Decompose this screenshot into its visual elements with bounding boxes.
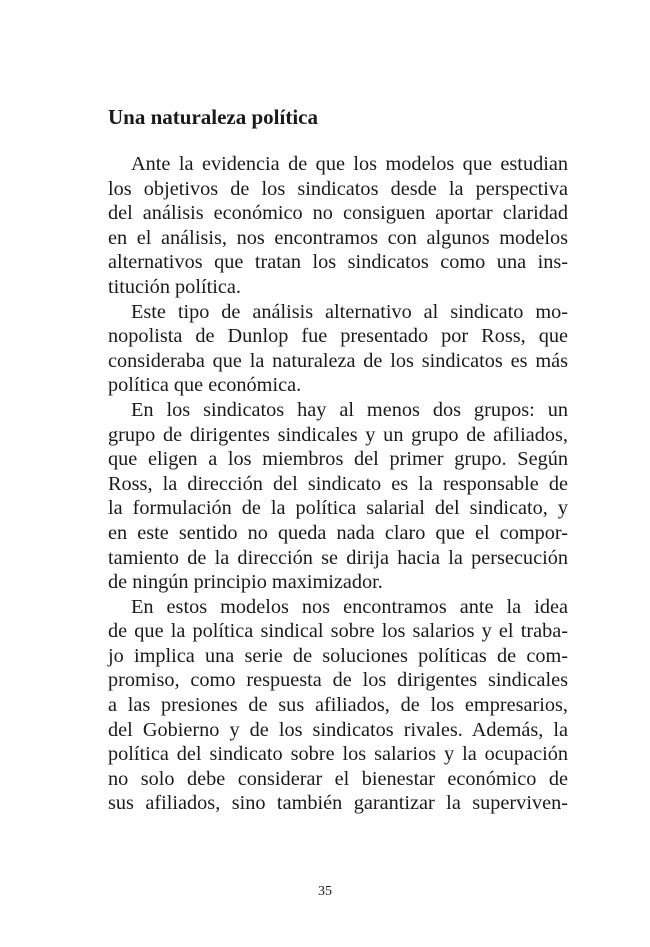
text-line: titución política. [108,275,241,298]
section-heading: Una naturaleza política [108,105,318,129]
text-line: jo implica una serie de soluciones políticas de com- [108,644,568,667]
text-line: tamiento de la dirección se dirija hacia la persecución [108,546,568,569]
text-line: la formulación de la política salarial del sindicato, y [108,497,568,520]
body-text [108,152,568,816]
text-line: a las presiones de sus afiliados, de los empresarios, [108,694,568,717]
text-line: de que la política sindical sobre los salarios y el traba- [108,620,568,643]
text-line: los objetivos de los sindicatos desde la perspectiva [108,177,568,200]
text-line: promiso, como respuesta de los dirigentes sindicales [108,669,568,692]
text-line: alternativos que tratan los sindicatos como una ins- [108,251,568,274]
text-line: política del sindicato sobre los salarios y la ocupación [108,743,568,766]
text-line: en este sentido no queda nada claro que el compor- [108,521,568,544]
text-line: grupo de dirigentes sindicales y un grupo de afiliados, [108,423,568,446]
text-line: nopolista de Dunlop fue presentado por Ross, que [108,325,568,348]
text-line: política que económica. [108,374,302,397]
text-line: Ross, la dirección del sindicato es la responsable de [108,472,568,495]
text-line: sus afiliados, sino también garantizar la superviven- [108,792,568,815]
text-line: En los sindicatos hay al menos dos grupos: un [131,398,568,421]
text-line: de ningún principio maximizador. [108,571,383,594]
text-line: Ante la evidencia de que los modelos que estudian [131,153,568,175]
text-line: que eligen a los miembros del primer grupo. Según [108,448,568,471]
text-line: del Gobierno y de los sindicatos rivales. Además, la [108,718,568,741]
text-line: consideraba que la naturaleza de los sindicatos es más [108,349,568,372]
text-line: Este tipo de análisis alternativo al sindicato mo- [131,300,568,323]
text-line: del análisis económico no consiguen aportar claridad [108,202,568,225]
text-line: En estos modelos nos encontramos ante la idea [131,595,568,618]
text-line: en el análisis, nos encontramos con algunos modelos [108,226,568,249]
page-number: 35 [318,884,332,899]
text-line: no solo debe considerar el bienestar económico de [108,767,568,790]
